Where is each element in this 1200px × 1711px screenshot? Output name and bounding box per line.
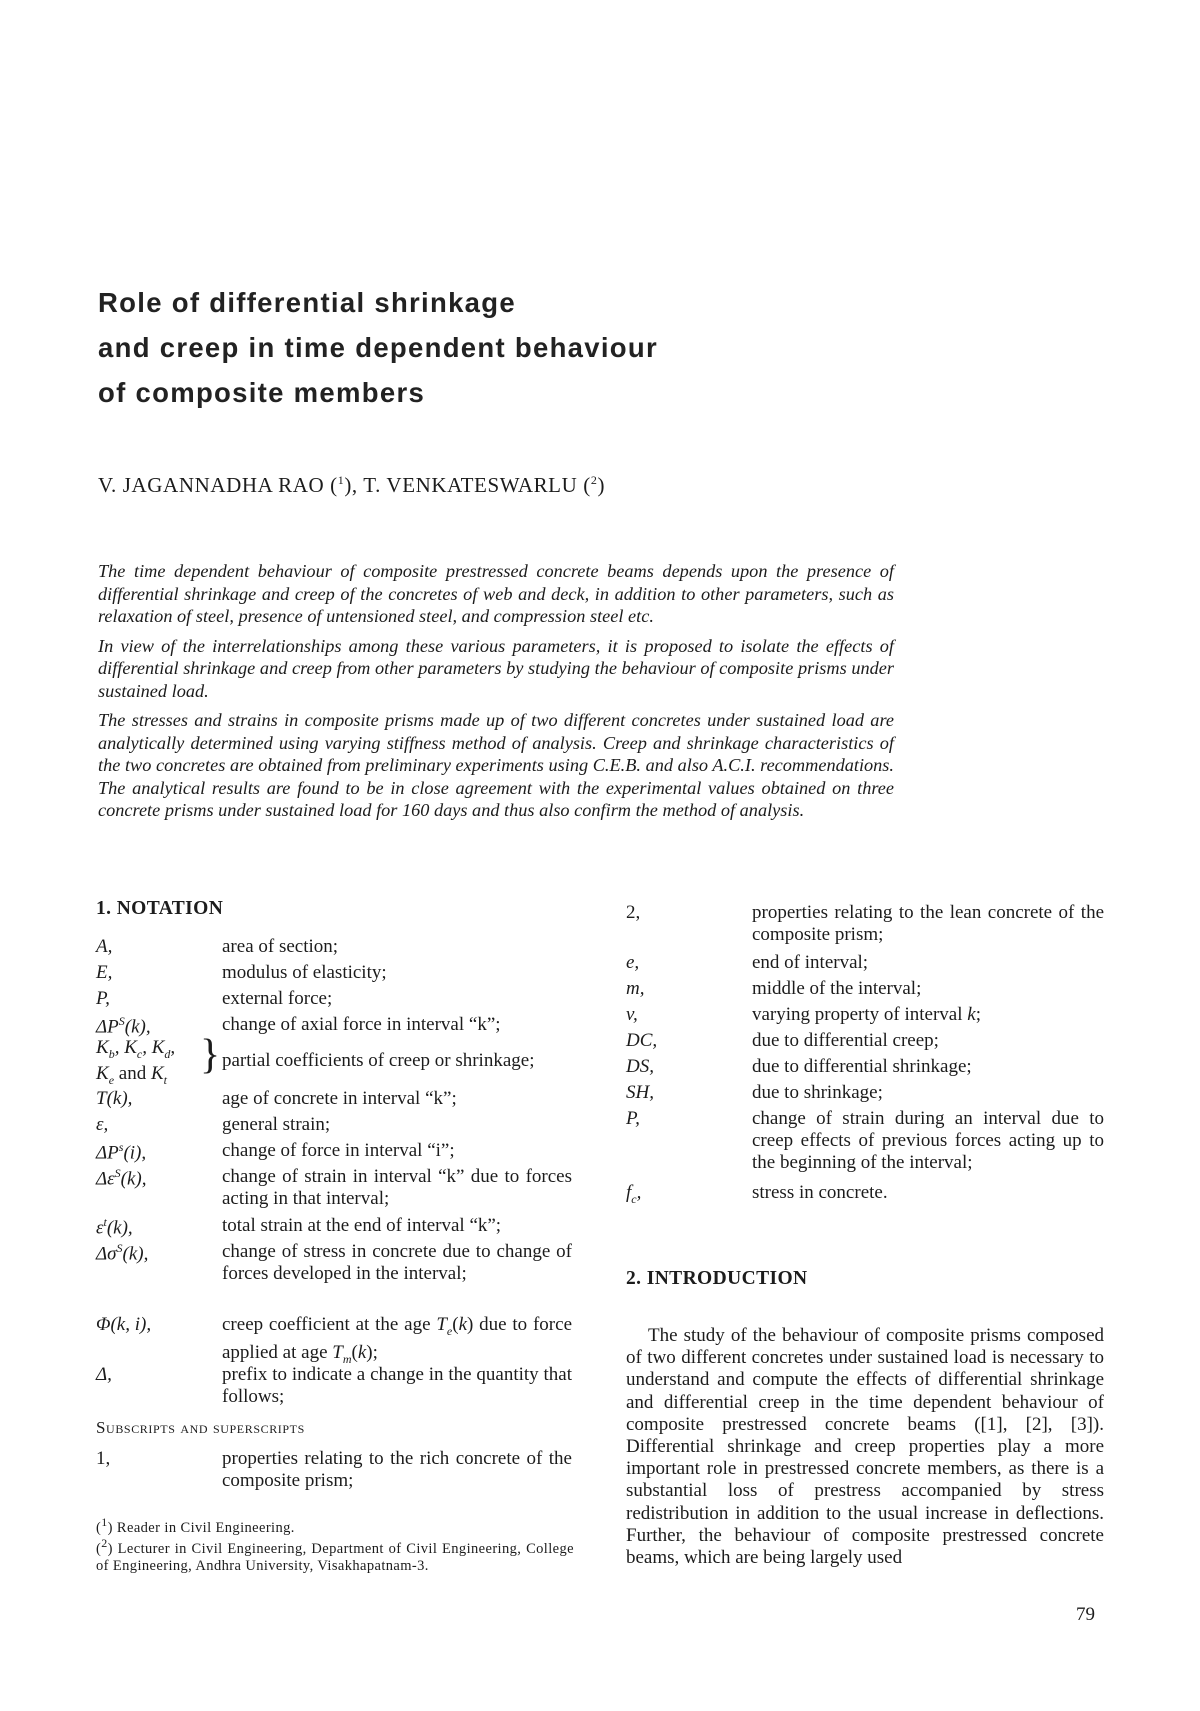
notation-symbol: $\Delta P^s(i)$, (96, 1140, 147, 1164)
subscript-definition: due to differential shrinkage; (752, 1056, 972, 1077)
footnote-1: ($^1$) Reader in Civil Engineering. (96, 1515, 295, 1536)
author-1: V. JAGANNADHA RAO (98, 473, 325, 497)
footnote-2-text: Lecturer in Civil Engineering, Department of Civil Engineering, College of Engineering, Andhra University, Visakhapatnam-3. (96, 1540, 574, 1574)
notation-definition: modulus of elasticity; (222, 962, 387, 983)
author-2-note: 2 (590, 473, 598, 487)
introduction-paragraph-1: The study of the behaviour of composite prisms composed of two different concretes under sustained load is necessary to understand and compute the effects of differential shrinkage and differential creep in the time dependent behaviour of composite prestressed concrete beams ([1], [2], [3]). Differential shrinkage and creep properties play a more important role in prestressed concrete members, as there is a substantial loss of prestress accompanied by stress redistribution in addition to the usual increase in deflections. Further, the behaviour of composite prestressed concrete beams, which are being largely used (626, 1325, 1104, 1569)
footnote-2-mark: 2 (101, 1536, 108, 1550)
footnote-2: ($^2$) Lecturer in Civil Engineering, Department of Civil Engineering, College of Engineering, Andhra University, Visakhapatnam-3. (96, 1536, 574, 1574)
notation-symbol: $\varepsilon^t(k)$, (96, 1215, 133, 1239)
introduction-body (626, 1325, 1104, 1569)
notation-definition: prefix to indicate a change in the quantity that follows; (222, 1364, 572, 1407)
notation-symbol: E, (96, 962, 113, 983)
notation-definition: total strain at the end of interval “k”; (222, 1215, 502, 1236)
abstract-paragraph-1: The time dependent behaviour of composite prestressed concrete beams depends upon the presence of differential shrinkage and creep of the concretes of web and deck, in addition to other parameters, such as relaxation of steel, presence of untensioned steel, and compression steel etc. (98, 561, 894, 626)
notation-symbol: $\Delta P^S(k)$, (96, 1014, 151, 1038)
author-1-note: 1 (337, 473, 345, 487)
subscript-definition: end of interval; (752, 952, 869, 973)
subscript-symbol: DC, (626, 1030, 658, 1051)
notation-symbol: $\Delta\sigma^S(k)$, (96, 1241, 149, 1265)
notation-symbol: Φ(k, i), (96, 1314, 152, 1335)
footnote-1-mark: 1 (101, 1515, 108, 1529)
subsection-heading: Subscripts and superscripts (96, 1418, 305, 1437)
notation-symbol: A, (96, 936, 113, 957)
subscript-definition: properties relating to the rich concrete of the composite prism; (222, 1448, 572, 1491)
section-heading-notation: 1. NOTATION (96, 898, 224, 919)
notation-definition: partial coefficients of creep or shrinkage; (222, 1050, 535, 1071)
author-separator: , (351, 473, 364, 497)
brace-glyph: } (200, 1032, 221, 1078)
subscript-symbol: v, (626, 1004, 638, 1025)
title-line-3: of composite members (98, 377, 426, 408)
subscript-symbol: P, (626, 1108, 640, 1129)
notation-definition: general strain; (222, 1114, 331, 1135)
notation-symbol: Δ, (96, 1364, 112, 1385)
author-list: V. JAGANNADHA RAO ($^1$), T. VENKATESWARLU ($^2$) (98, 473, 606, 497)
title-line-2: and creep in time dependent behaviour (98, 332, 659, 363)
notation-symbol: $K_b$, $K_c$, $K_d$, $K_e$ and $K_t$ (96, 1037, 176, 1087)
subscript-definition: due to differential creep; (752, 1030, 939, 1051)
notation-definition: external force; (222, 988, 333, 1009)
notation-symbol: T(k), (96, 1088, 133, 1109)
notation-definition: creep coefficient at the age $T_e(k)$ due to force applied at age $T_m(k)$; (222, 1314, 573, 1366)
notation-definition: change of force in interval “i”; (222, 1140, 455, 1161)
subscript-symbol: m, (626, 978, 645, 999)
author-2: T. VENKATESWARLU (363, 473, 578, 497)
abstract-paragraph-3: The stresses and strains in composite prisms made up of two different concretes under sustained load are analytically determined using varying stiffness method of analysis. Creep and shrinkage characteristics of the two concretes are obtained from preliminary experiments using C.E.B. and also A.C.I. recommendations. The analytical results are found to be in close agreement with the experimental values obtained on three concrete prisms under sustained load for 160 days and thus also confirm the method of analysis. (98, 710, 894, 820)
subscript-definition: properties relating to the lean concrete of the composite prism; (752, 902, 1104, 945)
footnote-1-text: Reader in Civil Engineering. (116, 1519, 295, 1536)
subscript-symbol: e, (626, 952, 640, 973)
page-number: 79 (1076, 1604, 1095, 1625)
section-heading-introduction: 2. INTRODUCTION (626, 1268, 808, 1289)
subscript-definition: middle of the interval; (752, 978, 922, 999)
subscript-symbol: 1, (96, 1448, 111, 1469)
paper-title (98, 280, 818, 415)
notation-definition: age of concrete in interval “k”; (222, 1088, 457, 1109)
subscript-symbol: $f_c$, (626, 1182, 642, 1206)
subscript-definition: stress in concrete. (752, 1182, 888, 1203)
notation-symbol: ε, (96, 1114, 109, 1135)
subscript-symbol: SH, (626, 1082, 654, 1103)
subscript-symbol: 2, (626, 902, 641, 923)
notation-definition: change of strain in interval “k” due to forces acting in that interval; (222, 1166, 572, 1209)
notation-definition: area of section; (222, 936, 339, 957)
notation-symbol: $\Delta\varepsilon^S(k)$, (96, 1166, 147, 1190)
subscript-definition: due to shrinkage; (752, 1082, 883, 1103)
subscript-definition: varying property of interval k; (752, 1004, 981, 1025)
title-line-1: Role of differential shrinkage (98, 287, 516, 318)
notation-definition: change of axial force in interval “k”; (222, 1014, 501, 1035)
notation-definition: change of stress in concrete due to change of forces developed in the interval; (222, 1241, 572, 1284)
abstract-paragraph-2: In view of the interrelationships among these various parameters, it is proposed to isolate the effects of differential shrinkage and creep from other parameters by studying the behaviour of composite prisms under sustained load. (98, 635, 894, 701)
notation-symbol: P, (96, 988, 110, 1009)
subscript-symbol: DS, (626, 1056, 654, 1077)
abstract (98, 560, 894, 829)
subscript-definition: change of strain during an interval due to creep effects of previous forces acting up to the beginning of the interval; (752, 1108, 1104, 1173)
